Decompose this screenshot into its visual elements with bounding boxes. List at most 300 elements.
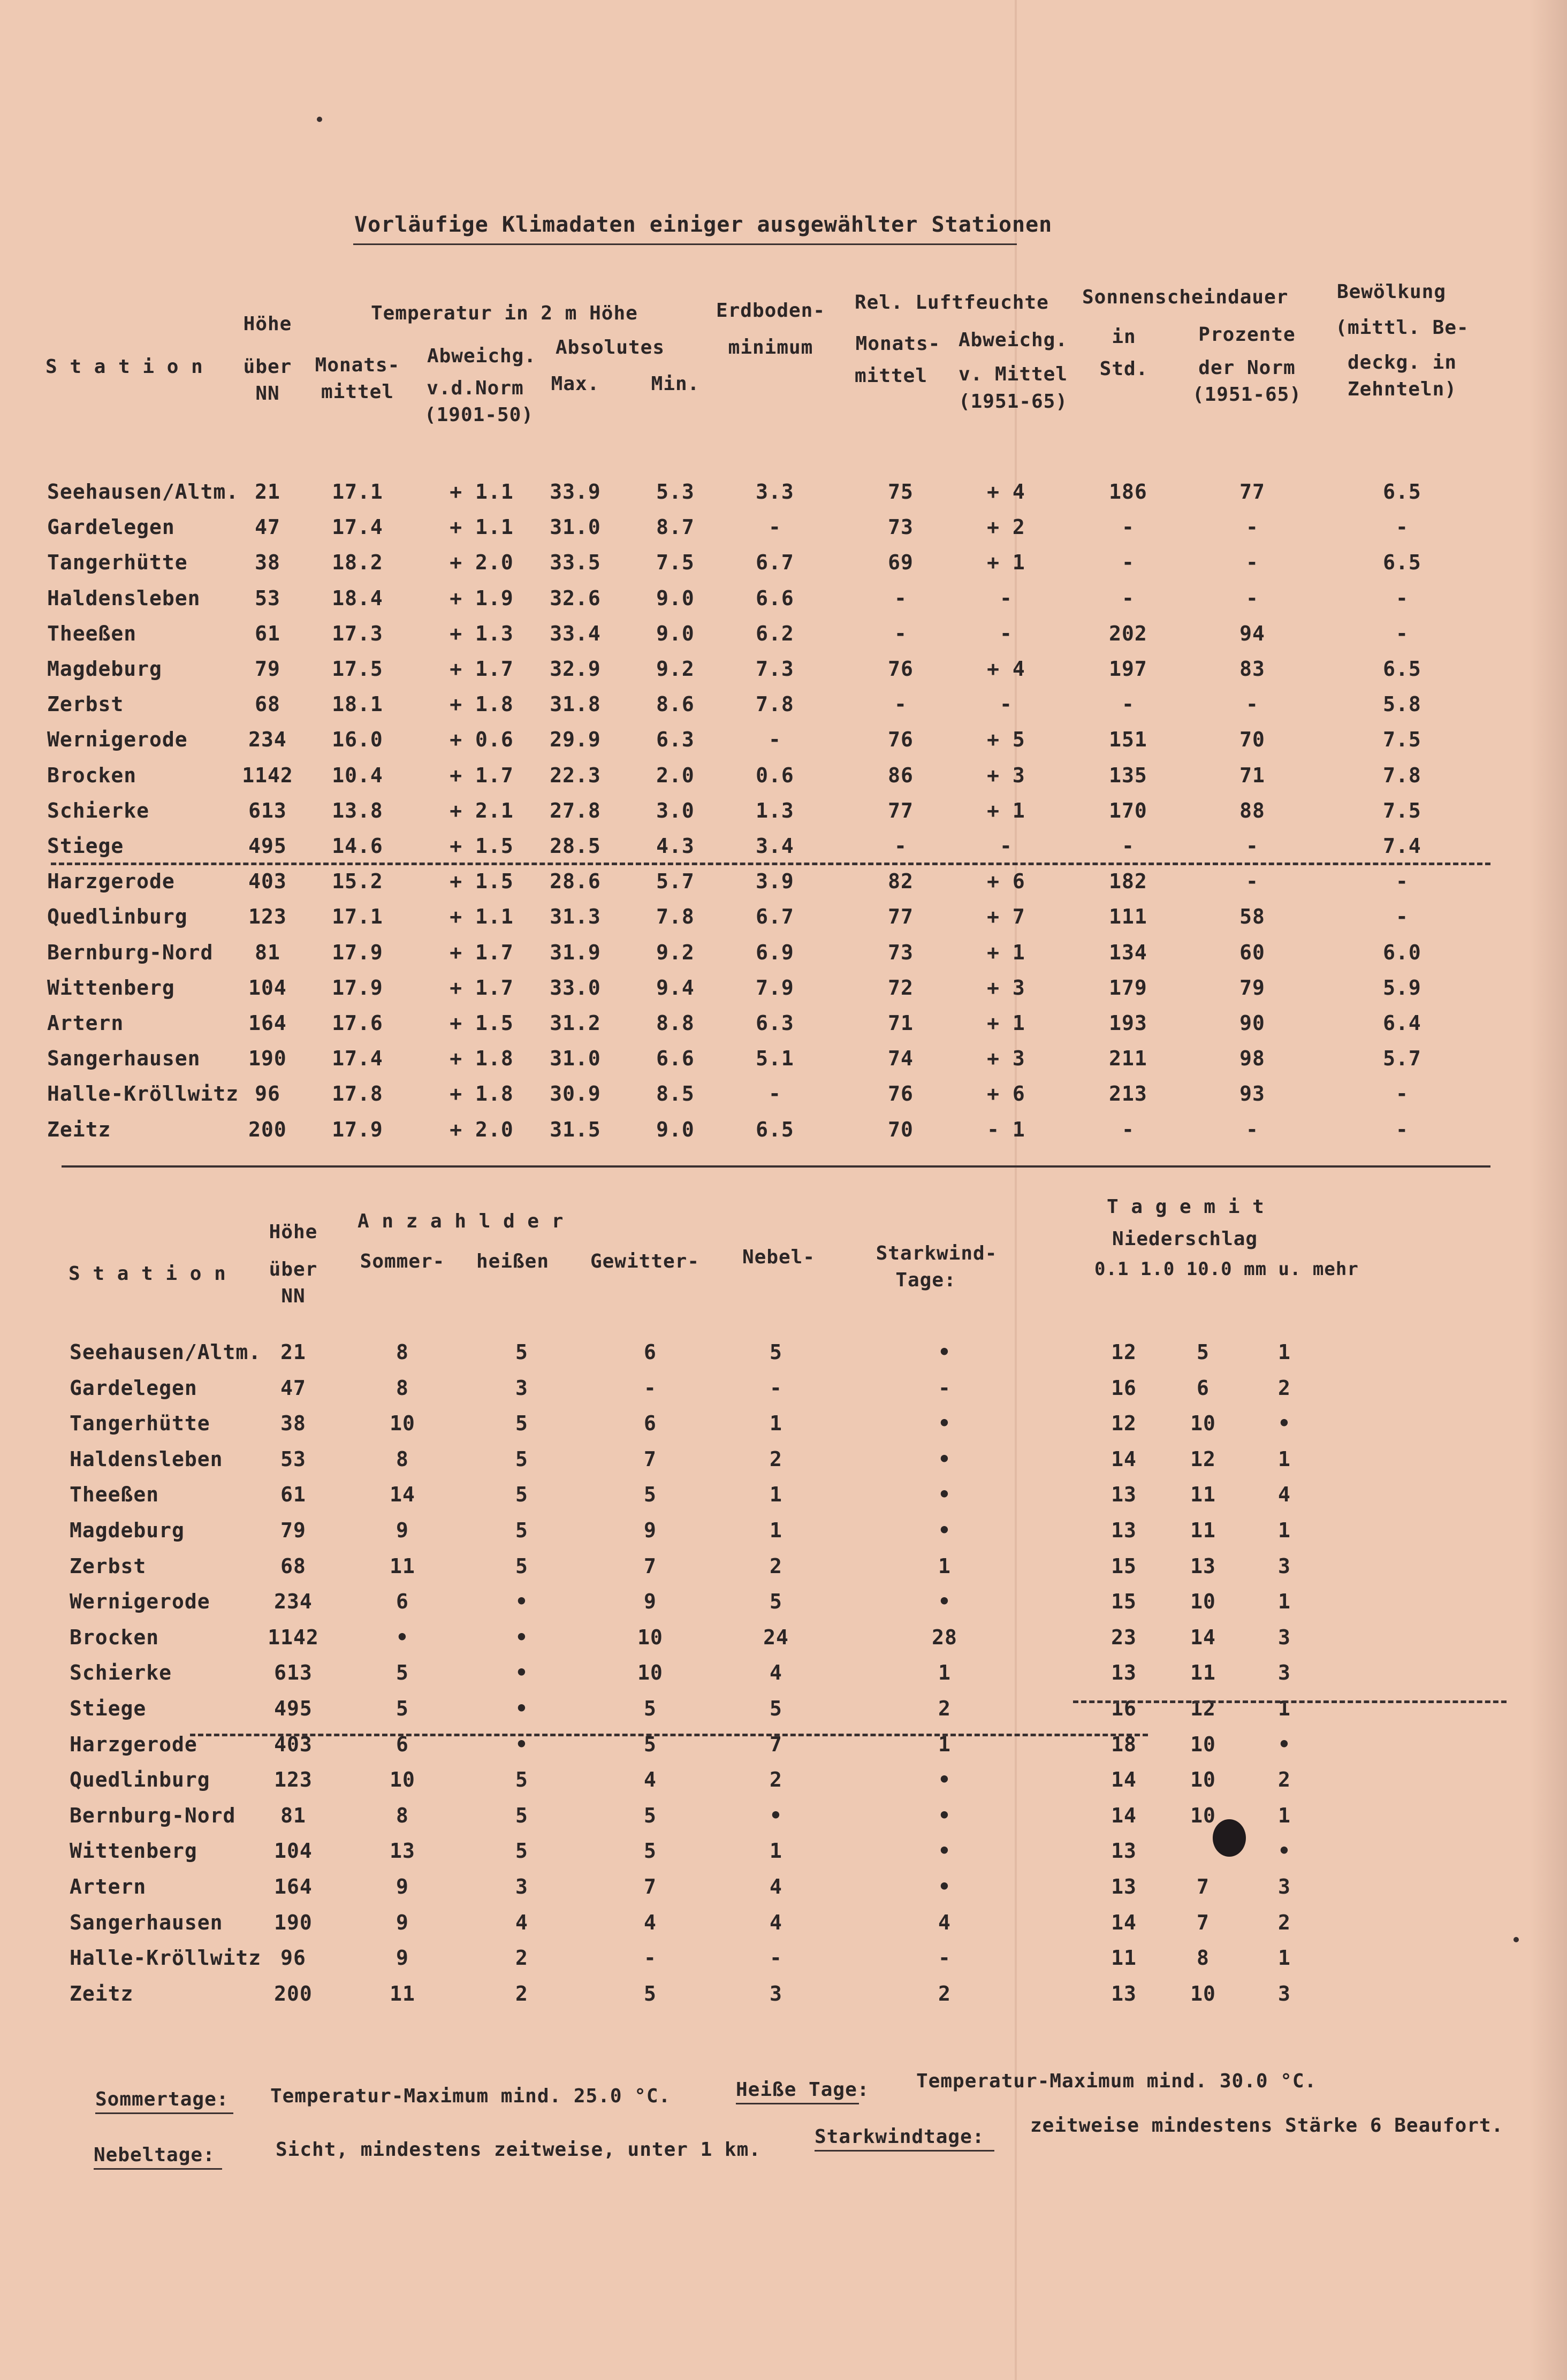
t2-cell: 7 (1197, 1875, 1210, 1898)
t1-cell: 7.3 (756, 657, 794, 681)
t2-cell: 21 (280, 1340, 306, 1364)
t2-cell: 1 (1278, 1519, 1291, 1542)
t2-cell: • (938, 1412, 951, 1435)
t2-cell: 10 (1190, 1733, 1216, 1756)
title-underline (353, 243, 1017, 245)
t1-header-sonne-group: Sonnenscheindauer (1082, 286, 1289, 308)
t2-cell: 5 (515, 1519, 528, 1542)
t2-station-name: Sangerhausen (70, 1911, 223, 1934)
t1-station-name: Halle-Kröllwitz (47, 1082, 239, 1105)
t2-header-hoehe-1: Höhe (269, 1221, 318, 1243)
paper-fold (1015, 0, 1017, 2380)
t2-cell: 3 (515, 1376, 528, 1400)
t2-station-name: Wernigerode (70, 1590, 210, 1613)
t2-header-nebel: Nebel- (742, 1246, 816, 1268)
t2-cell: 4 (515, 1911, 528, 1934)
t1-cell: + 5 (987, 728, 1025, 751)
t2-cell: 3 (1278, 1982, 1291, 2005)
t2-cell: • (1278, 1839, 1291, 1863)
t2-cell: • (938, 1768, 951, 1791)
t1-cell: 9.4 (656, 976, 695, 1000)
t2-cell: 2 (515, 1982, 528, 2005)
t1-cell: 190 (248, 1047, 287, 1070)
t1-cell: 31.2 (550, 1011, 601, 1035)
t1-cell: - (1396, 905, 1409, 928)
t1-header-luft-abw-2: v. Mittel (958, 363, 1068, 385)
t1-cell: 13.8 (332, 799, 383, 822)
t1-cell: 6.2 (756, 622, 794, 645)
t1-cell: 17.1 (332, 480, 383, 504)
t1-cell: 15.2 (332, 869, 383, 893)
t1-cell: - (1246, 869, 1259, 893)
t2-cell: - (770, 1946, 782, 1970)
footnote-sommertage-label: Sommertage: (95, 2088, 229, 2110)
t2-cell: 8 (1197, 1946, 1210, 1970)
t1-cell: - (1000, 586, 1013, 610)
t1-cell: 77 (888, 905, 914, 928)
t1-header-station: S t a t i o n (45, 356, 203, 378)
t1-cell: 17.9 (332, 941, 383, 964)
t1-cell: 6.7 (756, 551, 794, 574)
t1-header-erdboden-2: minimum (728, 337, 813, 358)
t2-cell: 5 (515, 1447, 528, 1471)
t2-cell: 18 (1111, 1733, 1137, 1756)
footnote-starkwind-underline (815, 2150, 994, 2152)
t2-cell: 1 (1278, 1340, 1291, 1364)
t1-station-name: Bernburg-Nord (47, 941, 214, 964)
t1-cell: - (1396, 1118, 1409, 1141)
t1-cell: + 1 (987, 551, 1025, 574)
t2-station-name: Stiege (70, 1697, 147, 1720)
t1-cell: 17.4 (332, 515, 383, 539)
t1-header-sonne-std-2: Std. (1099, 358, 1148, 380)
t1-cell: 9.2 (656, 941, 695, 964)
t2-cell: • (938, 1875, 951, 1898)
t2-cell: 14 (1111, 1447, 1137, 1471)
t2-cell: 47 (280, 1376, 306, 1400)
t1-cell: 211 (1109, 1047, 1147, 1070)
t2-cell: 13 (1111, 1519, 1137, 1542)
t1-cell: + 1.5 (450, 834, 514, 858)
t1-station-name: Artern (47, 1011, 124, 1035)
t1-cell: 6.6 (756, 586, 794, 610)
t1-cell: 7.8 (1383, 764, 1421, 787)
t2-cell: 15 (1111, 1590, 1137, 1613)
t1-cell: - (769, 1082, 781, 1105)
t1-station-name: Harzgerode (47, 869, 175, 893)
t1-cell: 68 (255, 692, 280, 716)
t1-station-name: Wittenberg (47, 976, 175, 1000)
t2-cell: 7 (644, 1875, 657, 1898)
t2-cell: 1 (770, 1839, 782, 1863)
t2-cell: 24 (763, 1626, 789, 1649)
t1-cell: + 3 (987, 1047, 1025, 1070)
t1-cell: 17.9 (332, 1118, 383, 1141)
t1-cell: 7.5 (1383, 799, 1421, 822)
t2-cell: 5 (644, 1733, 657, 1756)
t1-station-name: Zeitz (47, 1118, 111, 1141)
t2-cell: 1 (1278, 1697, 1291, 1720)
t2-cell: 10 (390, 1412, 415, 1435)
t1-cell: 179 (1109, 976, 1147, 1000)
t2-cell: 9 (644, 1590, 657, 1613)
t2-cell: 9 (396, 1875, 409, 1898)
t2-cell: 8 (396, 1376, 409, 1400)
footnote-starkwind-label: Starkwindtage: (815, 2126, 985, 2148)
t2-cell: 10 (1190, 1590, 1216, 1613)
t1-cell: 7.4 (1383, 834, 1421, 858)
t1-cell: 93 (1239, 1082, 1265, 1105)
t2-cell: 5 (644, 1697, 657, 1720)
t1-cell: 5.3 (656, 480, 695, 504)
t1-cell: 6.7 (756, 905, 794, 928)
t2-cell: 2 (1278, 1768, 1291, 1791)
t1-cell: 5.1 (756, 1047, 794, 1070)
t1-cell: 123 (248, 905, 287, 928)
t1-cell: 77 (1239, 480, 1265, 504)
t1-cell: + 7 (987, 905, 1025, 928)
t1-cell: 33.5 (550, 551, 601, 574)
t2-cell: • (938, 1483, 951, 1506)
t1-cell: 6.9 (756, 941, 794, 964)
t1-cell: 170 (1109, 799, 1147, 822)
t2-cell: 123 (274, 1768, 313, 1791)
t1-header-min: Min. (651, 373, 700, 395)
t1-cell: + 1.9 (450, 586, 514, 610)
t1-cell: 9.2 (656, 657, 695, 681)
t1-station-name: Zerbst (47, 692, 124, 716)
t2-cell: 11 (1111, 1946, 1137, 1970)
t1-cell: - (1246, 1118, 1259, 1141)
t2-cell: 11 (1190, 1519, 1216, 1542)
t2-station-name: Seehausen/Altm. (70, 1340, 262, 1364)
t2-cell: • (515, 1626, 528, 1649)
t2-header-anzahl: A n z a h l d e r (357, 1210, 564, 1232)
t1-cell: + 2.0 (450, 1118, 514, 1141)
t2-header-station: S t a t i o n (69, 1263, 226, 1285)
t1-cell: 79 (255, 657, 280, 681)
t2-cell: 5 (644, 1804, 657, 1827)
t1-cell: 29.9 (550, 728, 601, 751)
t1-header-bewoelkung-1: Bewölkung (1336, 281, 1447, 303)
t1-cell: - (1396, 586, 1409, 610)
t1-cell: 6.5 (756, 1118, 794, 1141)
t2-station-name: Quedlinburg (70, 1768, 210, 1791)
t1-cell: + 6 (987, 869, 1025, 893)
t2-cell: • (938, 1804, 951, 1827)
t1-cell: 61 (255, 622, 280, 645)
t1-cell: - (1396, 622, 1409, 645)
t1-header-sonne-proz-3: (1951-65) (1192, 384, 1302, 406)
t1-header-luft-monats-2: mittel (854, 365, 928, 387)
t1-cell: - (1246, 692, 1259, 716)
t1-cell: - (1122, 834, 1135, 858)
t1-cell: 28.5 (550, 834, 601, 858)
t2-station-name: Haldensleben (70, 1447, 223, 1471)
t1-header-erdboden-1: Erdboden- (716, 300, 826, 322)
t1-cell: 38 (255, 551, 280, 574)
t2-cell: 23 (1111, 1626, 1137, 1649)
t1-cell: - (1246, 551, 1259, 574)
t2-cell: 3 (1278, 1554, 1291, 1578)
t2-cell: 2 (1278, 1376, 1291, 1400)
t2-cell: 104 (274, 1839, 313, 1863)
t2-cell: 6 (644, 1340, 657, 1364)
t1-cell: 17.6 (332, 1011, 383, 1035)
t1-cell: 5.7 (1383, 1047, 1421, 1070)
t2-cell: 10 (1190, 1412, 1216, 1435)
t1-station-name: Sangerhausen (47, 1047, 201, 1070)
t2-cell: 28 (932, 1626, 957, 1649)
t1-cell: 18.4 (332, 586, 383, 610)
t2-cell: 10 (637, 1626, 663, 1649)
t1-cell: 6.6 (656, 1047, 695, 1070)
t1-cell: + 3 (987, 764, 1025, 787)
t1-station-name: Tangerhütte (47, 551, 188, 574)
t2-cell: 5 (644, 1839, 657, 1863)
t2-cell: • (515, 1590, 528, 1613)
t2-cell: 13 (1111, 1483, 1137, 1506)
t2-cell: 79 (280, 1519, 306, 1542)
t1-cell: 6.3 (656, 728, 695, 751)
t1-cell: 70 (1239, 728, 1265, 751)
t1-cell: 1142 (242, 764, 293, 787)
paper-speck (1513, 1937, 1519, 1942)
t2-cell: 11 (390, 1554, 415, 1578)
t2-cell: 10 (1190, 1982, 1216, 2005)
t2-header-niederschlag-cols: 0.1 1.0 10.0 mm u. mehr (1094, 1258, 1359, 1280)
t1-cell: 0.6 (756, 764, 794, 787)
t2-cell: 5 (770, 1340, 782, 1364)
t1-cell: 70 (888, 1118, 914, 1141)
paper-speck (317, 117, 322, 122)
t1-cell: 98 (1239, 1047, 1265, 1070)
t2-cell: 12 (1190, 1447, 1216, 1471)
t2-header-heissen: heißen (476, 1250, 550, 1272)
t2-cell: 38 (280, 1412, 306, 1435)
t1-cell: 135 (1109, 764, 1147, 787)
t2-cell: 14 (1111, 1804, 1137, 1827)
t2-cell: 5 (515, 1483, 528, 1506)
t2-cell: 3 (770, 1982, 782, 2005)
t2-cell: 6 (396, 1590, 409, 1613)
t1-header-abweichg-1: Abweichg. (427, 345, 537, 367)
t2-cell: - (644, 1376, 657, 1400)
t2-cell: 1 (938, 1661, 951, 1684)
t2-cell: 11 (1190, 1661, 1216, 1684)
t1-cell: 495 (248, 834, 287, 858)
t1-cell: - (894, 586, 907, 610)
t1-cell: 83 (1239, 657, 1265, 681)
t1-cell: 17.8 (332, 1082, 383, 1105)
t2-cell: 14 (1190, 1626, 1216, 1649)
t1-cell: 33.4 (550, 622, 601, 645)
t1-cell: 60 (1239, 941, 1265, 964)
t1-cell: + 1.7 (450, 976, 514, 1000)
t2-cell: 2 (770, 1554, 782, 1578)
t1-cell: 22.3 (550, 764, 601, 787)
footnote-starkwind-text: zeitweise mindestens Stärke 6 Beaufort. (1030, 2115, 1504, 2137)
t2-cell: 14 (1111, 1911, 1137, 1934)
t1-cell: 186 (1109, 480, 1147, 504)
t2-header-niederschlag: Niederschlag (1112, 1228, 1258, 1250)
t1-cell: 69 (888, 551, 914, 574)
t1-cell: 3.4 (756, 834, 794, 858)
t2-cell: 10 (1190, 1768, 1216, 1791)
t1-cell: - (894, 622, 907, 645)
t1-cell: 17.4 (332, 1047, 383, 1070)
t1-cell: 88 (1239, 799, 1265, 822)
t1-cell: 9.0 (656, 586, 695, 610)
t2-cell: 14 (390, 1483, 415, 1506)
t2-cell: 1 (938, 1733, 951, 1756)
t2-cell: 495 (274, 1697, 313, 1720)
t1-cell: 86 (888, 764, 914, 787)
t1-cell: + 4 (987, 657, 1025, 681)
t1-cell: - (1000, 692, 1013, 716)
t2-cell: 13 (1190, 1554, 1216, 1578)
t1-cell: - (1122, 551, 1135, 574)
t1-cell: 27.8 (550, 799, 601, 822)
t2-cell: 234 (274, 1590, 313, 1613)
t1-cell: 33.0 (550, 976, 601, 1000)
t2-cell: 13 (1111, 1875, 1137, 1898)
t2-cell: 1 (1278, 1946, 1291, 1970)
t2-header-gewitter: Gewitter- (590, 1250, 700, 1272)
t1-cell: 17.3 (332, 622, 383, 645)
t1-header-temp-group: Temperatur in 2 m Höhe (371, 302, 638, 324)
t1-cell: 74 (888, 1047, 914, 1070)
t1-cell: 7.9 (756, 976, 794, 1000)
t1-cell: - (1246, 586, 1259, 610)
t1-cell: 77 (888, 799, 914, 822)
t1-cell: 76 (888, 1082, 914, 1105)
t1-cell: 1.3 (756, 799, 794, 822)
t1-header-hoehe-2: über (243, 356, 292, 378)
t1-station-name: Schierke (47, 799, 150, 822)
t1-cell: - (1246, 515, 1259, 539)
t1-cell: 613 (248, 799, 287, 822)
t1-cell: 18.1 (332, 692, 383, 716)
footnote-heisse-label: Heiße Tage: (736, 2079, 870, 2101)
t2-cell: 8 (396, 1340, 409, 1364)
t1-cell: 111 (1109, 905, 1147, 928)
t2-cell: • (515, 1733, 528, 1756)
t1-cell: + 1.7 (450, 657, 514, 681)
t1-cell: + 6 (987, 1082, 1025, 1105)
t2-cell: 12 (1111, 1412, 1137, 1435)
t1-cell: + 1 (987, 1011, 1025, 1035)
t2-cell: 1 (1278, 1590, 1291, 1613)
t1-cell: + 1.8 (450, 1047, 514, 1070)
t1-cell: 3.0 (656, 799, 695, 822)
t1-cell: 6.4 (1383, 1011, 1421, 1035)
t1-header-absolutes: Absolutes (555, 337, 665, 358)
t2-cell: 4 (770, 1875, 782, 1898)
t1-cell: 234 (248, 728, 287, 751)
t2-cell: 4 (644, 1911, 657, 1934)
t1-cell: - (1122, 692, 1135, 716)
t2-cell: 4 (770, 1661, 782, 1684)
t1-cell: 202 (1109, 622, 1147, 645)
t1-cell: 17.1 (332, 905, 383, 928)
t2-cell: 4 (770, 1911, 782, 1934)
t1-cell: - (769, 728, 781, 751)
t2-cell: 5 (515, 1412, 528, 1435)
t1-header-abweichg-2: v.d.Norm (427, 377, 524, 399)
t1-cell: 151 (1109, 728, 1147, 751)
t1-cell: 9.0 (656, 622, 695, 645)
t1-cell: 6.5 (1383, 657, 1421, 681)
t1-cell: 33.9 (550, 480, 601, 504)
t1-bottom-rule (62, 1165, 1490, 1168)
t2-cell: 613 (274, 1661, 313, 1684)
t1-cell: - (1396, 515, 1409, 539)
document-title: Vorläufige Klimadaten einiger ausgewählter Stationen (354, 212, 1053, 237)
t1-cell: 6.3 (756, 1011, 794, 1035)
t2-header-sommer: Sommer- (360, 1250, 445, 1272)
t2-cell: 13 (390, 1839, 415, 1863)
t1-cell: 31.8 (550, 692, 601, 716)
t2-cell: 6 (1197, 1376, 1210, 1400)
t2-cell: 2 (770, 1447, 782, 1471)
t2-cell: 4 (938, 1911, 951, 1934)
t2-cell: - (938, 1376, 951, 1400)
t2-station-name: Harzgerode (70, 1733, 197, 1756)
t2-cell: 81 (280, 1804, 306, 1827)
t2-cell: 7 (770, 1733, 782, 1756)
t2-cell: • (1278, 1412, 1291, 1435)
t1-cell: - (1122, 586, 1135, 610)
t1-cell: 8.5 (656, 1082, 695, 1105)
t1-cell: + 1.8 (450, 692, 514, 716)
footnote-sommertage-underline (95, 2112, 233, 2114)
t2-cell: 4 (1278, 1483, 1291, 1506)
t2-header-tage-mit: T a g e m i t (1107, 1196, 1265, 1218)
t2-cell: • (1278, 1733, 1291, 1756)
t1-cell: - (1000, 622, 1013, 645)
t2-station-name: Tangerhütte (70, 1412, 210, 1435)
t2-station-name: Gardelegen (70, 1376, 197, 1400)
t2-cell: 164 (274, 1875, 313, 1898)
t2-station-name: Bernburg-Nord (70, 1804, 236, 1827)
t1-cell: 403 (248, 869, 287, 893)
t1-cell: 7.5 (1383, 728, 1421, 751)
t1-cell: + 4 (987, 480, 1025, 504)
t1-cell: 197 (1109, 657, 1147, 681)
t2-cell: 5 (515, 1839, 528, 1863)
t1-header-luft-abw-3: (1951-65) (958, 391, 1068, 413)
footnote-nebel-label: Nebeltage: (94, 2144, 215, 2166)
t1-cell: 58 (1239, 905, 1265, 928)
t1-header-monats-2: mittel (321, 381, 394, 403)
t1-station-name: Theeßen (47, 622, 137, 645)
t1-cell: 79 (1239, 976, 1265, 1000)
t1-header-bewoelkung-4: Zehnteln) (1347, 378, 1457, 400)
t1-cell: 193 (1109, 1011, 1147, 1035)
t1-cell: 200 (248, 1118, 287, 1141)
t2-cell: • (938, 1519, 951, 1542)
t1-cell: 3.9 (756, 869, 794, 893)
t1-station-name: Brocken (47, 764, 137, 787)
t2-cell: 14 (1111, 1768, 1137, 1791)
t2-cell: 5 (770, 1697, 782, 1720)
t1-cell: 31.5 (550, 1118, 601, 1141)
t1-cell: 17.5 (332, 657, 383, 681)
t2-cell: 5 (515, 1554, 528, 1578)
t2-header-hoehe-3: NN (281, 1285, 306, 1307)
t1-header-abweichg-3: (1901-50) (424, 404, 534, 426)
